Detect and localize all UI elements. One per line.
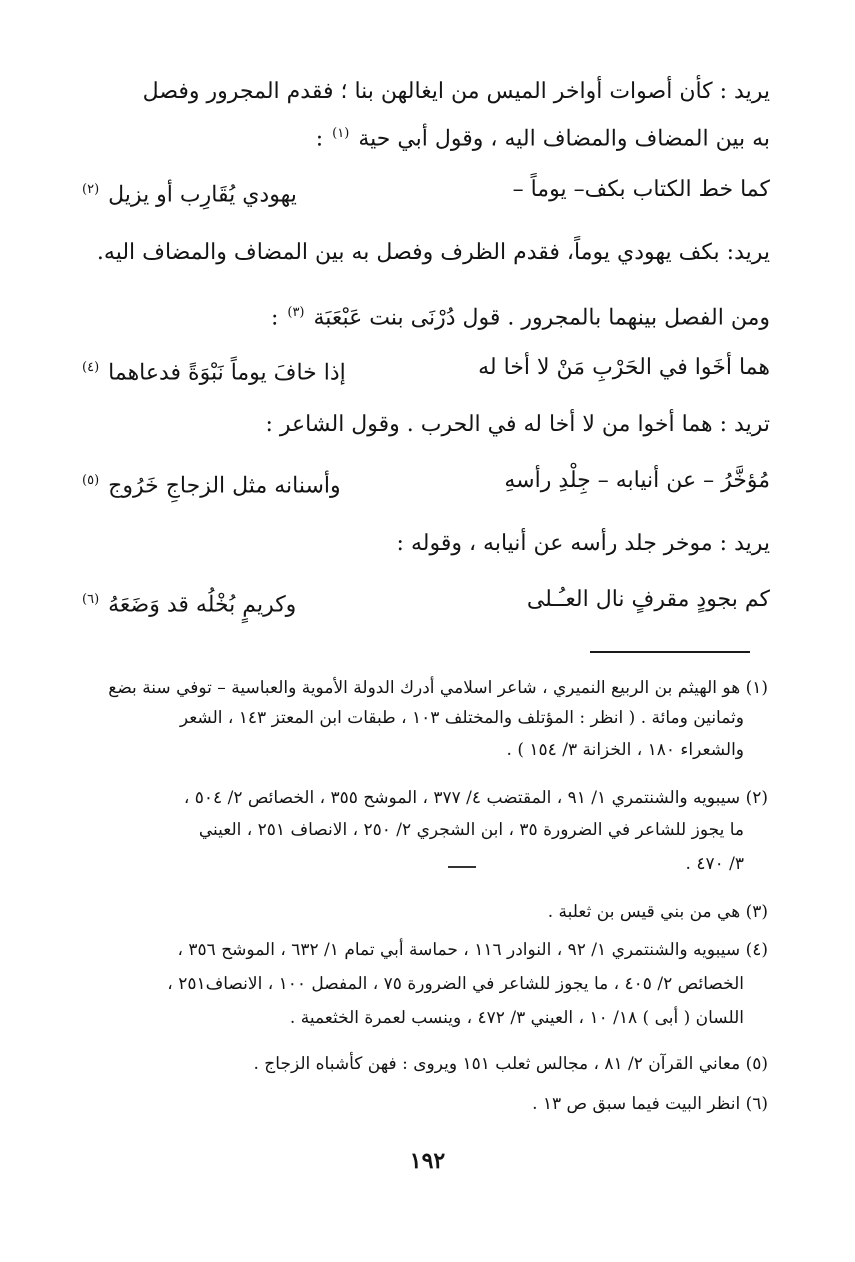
verse-1-second-text: يهودي يُقَارِب أو يزيل	[108, 182, 297, 208]
footnote-marker-6: (٦)	[82, 592, 100, 607]
footnote-4-line-1: (٤) سيبويه والشنتمري ١/ ٩٢ ، النوادر ١١٦ ، حماسة أبي تمام ١/ ٦٣٢ ، الموشح ٣٥٦ ،	[177, 940, 768, 960]
footnote-marker-4: (٤)	[82, 360, 100, 375]
footnote-2-line-2: ما يجوز للشاعر في الضرورة ٣٥ ، ابن الشجري ٢/ ٢٥٠ ، الانصاف ٢٥١ ، العيني	[198, 820, 744, 840]
page-number: ١٩٢	[409, 1148, 446, 1174]
footnote-separator	[590, 651, 750, 653]
text-line-2-body: به بين المضاف والمضاف اليه ، وقول أبي حية	[358, 126, 770, 152]
verse-3-second-text: وأسنانه مثل الزجاجِ خَرُوج	[108, 473, 341, 499]
verse-4-second-hemistich	[80, 580, 296, 625]
footnote-3-line-1: (٣) هي من بني قيس بن ثعلبة .	[547, 902, 768, 922]
footnote-1-line-3: والشعراء ١٨٠ ، الخزانة ٣/ ١٥٤ ) .	[506, 740, 744, 760]
footnote-1-line-2: وثمانين ومائة . ( انظر : المؤتلف والمختلف ١٠٣ ، طبقات ابن المعتز ١٤٣ ، الشعر	[179, 708, 744, 728]
verse-2-second-text: إذا خافَ يوماً نَبْوَةً فدعاهما	[108, 360, 346, 386]
verse-1-second-hemistich	[80, 170, 297, 215]
footnote-marker-2: (٢)	[82, 182, 100, 197]
verse-3-first-hemistich: مُؤخَّرُ – عن أنيابه – جِلْدِ رأسهِ	[504, 468, 770, 493]
verse-4-second-text: وكريمٍ بُخْلُه قد وَضَعَهُ	[108, 592, 297, 618]
text-line-3: يريد: بكف يهودي يوماً، فقدم الظرف وفصل به بين المضاف والمضاف اليه.	[96, 240, 770, 265]
footnote-4-line-2: الخصائص ٢/ ٤٠٥ ، ما يجوز للشاعر في الضرورة ٧٥ ، المفصل ١٠٠ ، الانصاف٢٥١ ،	[167, 974, 744, 994]
text-line-4	[80, 296, 770, 335]
text-line-2-colon: :	[315, 126, 324, 152]
text-line-2	[80, 117, 770, 156]
verse-2-second-hemistich	[80, 348, 346, 393]
footnote-2-line-1: (٢) سيبويه والشنتمري ١/ ٩١ ، المقتضب ٤/ ٣٧٧ ، الموشح ٣٥٥ ، الخصائص ٢/ ٥٠٤ ،	[183, 788, 768, 808]
verse-4	[80, 580, 770, 620]
verse-3	[80, 461, 770, 501]
footnote-1-line-1: (١) هو الهيثم بن الربيع النميري ، شاعر اسلامي أدرك الدولة الأموية والعباسية – توفي سنة بضع	[108, 678, 768, 698]
footnote-5-line-1: (٥) معاني القرآن ٢/ ٨١ ، مجالس ثعلب ١٥١ ويروى : فهن كأشباه الزجاج .	[253, 1054, 768, 1074]
text-line-4-body: ومن الفصل بينهما بالمجرور . قول دُرْنَى بنت عَبْعَبَة	[313, 305, 770, 331]
footnote-marker-5: (٥)	[82, 473, 100, 488]
footnote-4-line-3: اللسان ( أبى ) ١٨/ ١٠ ، العيني ٣/ ٤٧٢ ، وينسب لعمرة الخثعمية .	[289, 1008, 744, 1028]
text-line-1: يريد : كأن أصوات أواخر الميس من ايغالهن بنا ؛ فقدم المجرور وفصل	[142, 79, 770, 104]
printing-mark	[448, 866, 476, 868]
footnote-marker-1: (١)	[332, 126, 350, 141]
verse-2	[80, 348, 770, 388]
verse-4-first-hemistich: كم بجودٍ مقرفٍ نال العـُـلى	[526, 587, 770, 612]
text-line-6: يريد : موخر جلد رأسه عن أنيابه ، وقوله :	[396, 531, 770, 556]
verse-1-first-hemistich: كما خط الكتاب بكف– يوماً –	[512, 177, 770, 202]
text-line-4-colon: :	[270, 305, 279, 331]
verse-1	[80, 170, 770, 210]
footnote-6-line-1: (٦) انظر البيت فيما سبق ص ١٣ .	[532, 1094, 768, 1114]
footnote-marker-3: (٣)	[287, 305, 305, 320]
text-line-5: تريد : هما أخوا من لا أخا له في الحرب . وقول الشاعر :	[265, 412, 770, 437]
footnote-2-line-3: ٣/ ٤٧٠ .	[685, 854, 744, 874]
verse-2-first-hemistich: هما أخَوا في الحَرْبِ مَنْ لا أخا له	[478, 355, 770, 380]
verse-3-second-hemistich	[80, 461, 341, 506]
